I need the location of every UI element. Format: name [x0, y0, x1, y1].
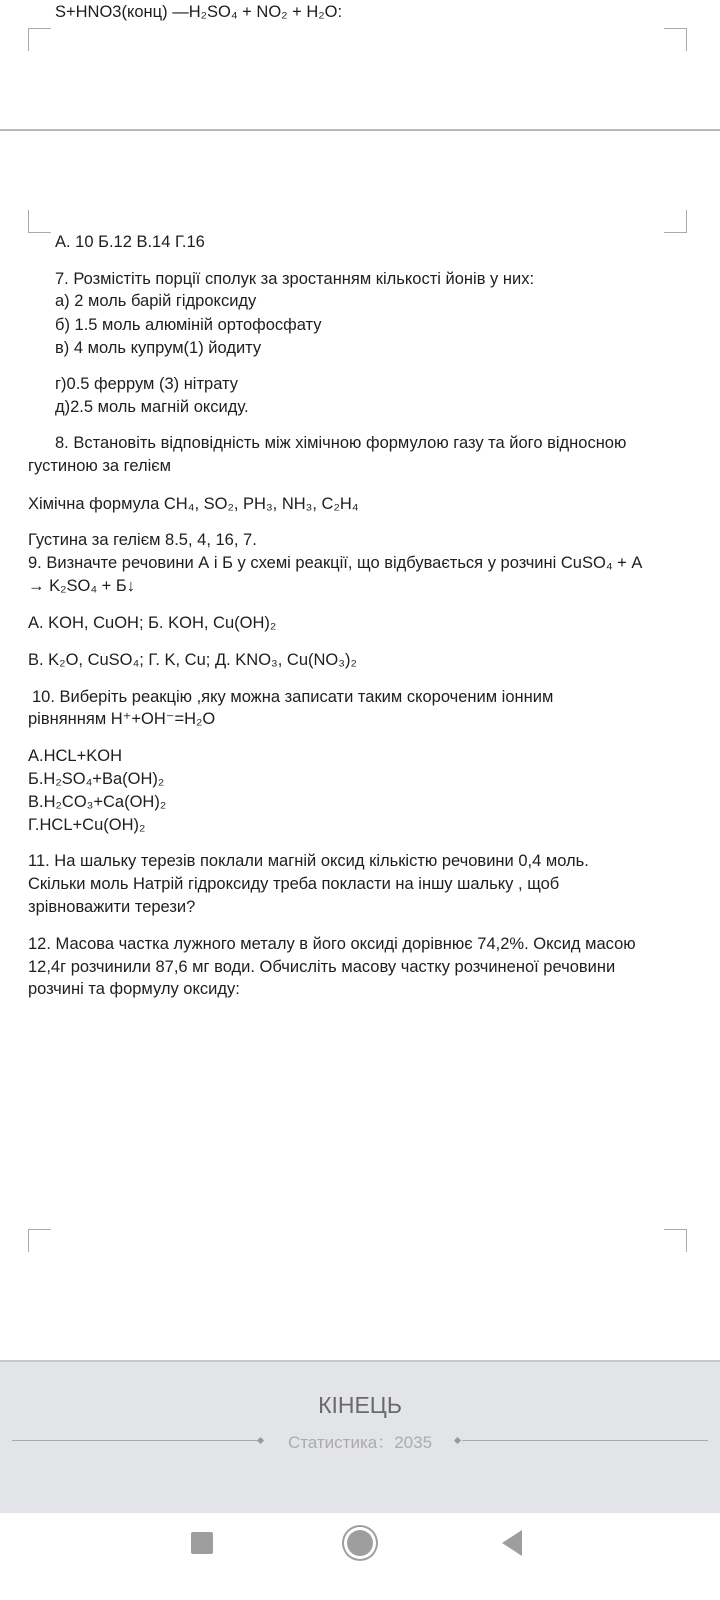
- q9-options: В. K₂O, CuSO₄; Г. K, Cu; Д. KNO₃, Cu(NO₃)₂: [28, 651, 357, 669]
- reaction-line: S+HNO3(конц) —H₂SO₄ + NO₂ + H₂O:: [55, 3, 343, 21]
- q12-line: розчині та формулу оксиду:: [28, 980, 240, 998]
- q10-option: В.H₂CO₃+Ca(OH)₂: [28, 793, 167, 811]
- q7-item: д)2.5 моль магній оксиду.: [55, 398, 249, 416]
- page-corner-mark: [664, 1229, 687, 1252]
- q7-title: 7. Розмістіть порції сполук за зростанням кількості йонів у них:: [55, 270, 535, 288]
- home-circle-icon: [347, 1530, 373, 1556]
- q10-title-cont: рівнянням H⁺+OH⁻=H₂O: [28, 710, 216, 728]
- q9-title-cont: → K₂SO₄ + Б↓: [28, 577, 135, 595]
- q10-option: Г.HCL+Cu(OH)₂: [28, 816, 146, 834]
- page-corner-mark: [28, 28, 51, 51]
- q7-item: а) 2 моль барій гідроксиду: [55, 292, 257, 310]
- q7-item: в) 4 моль купрум(1) йодиту: [55, 339, 262, 357]
- page-break-divider: [0, 129, 720, 131]
- q10-title: 10. Виберіть реакцію ,яку можна записати таким скороченим іонним: [32, 688, 554, 706]
- q7-item: б) 1.5 моль алюміній ортофосфату: [55, 316, 322, 334]
- back-triangle-icon: [502, 1530, 522, 1556]
- q11-line: 11. На шальку терезів поклали магній оксид кількістю речовини 0,4 моль.: [28, 852, 589, 870]
- page-corner-mark: [664, 28, 687, 51]
- q7-item: г)0.5 феррум (3) нітрату: [55, 375, 239, 393]
- divider-line: [462, 1440, 708, 1441]
- home-button[interactable]: [338, 1521, 382, 1565]
- q11-line: Скільки моль Натрій гідроксиду треба покласти на іншу шальку , щоб: [28, 875, 560, 893]
- q11-line: зрівноважити терези?: [28, 898, 196, 916]
- recents-square-icon: [191, 1532, 213, 1554]
- q6-answers: А. 10 Б.12 В.14 Г.16: [55, 233, 205, 251]
- end-label: КІНЕЦЬ: [318, 1392, 402, 1418]
- page-corner-mark: [28, 1229, 51, 1252]
- end-footer: [0, 1360, 720, 1515]
- android-nav-bar: [0, 1513, 720, 1600]
- q8-densities: Густина за гелієм 8.5, 4, 16, 7.: [28, 531, 257, 549]
- q8-formulas: Хімічна формула CH₄, SO₂, PH₃, NH₃, C₂H₄: [28, 495, 359, 513]
- back-button[interactable]: [490, 1521, 534, 1565]
- page-corner-mark: [664, 210, 687, 233]
- recents-button[interactable]: [180, 1521, 224, 1565]
- q10-option: Б.H₂SO₄+Ba(OH)₂: [28, 770, 165, 788]
- q9-title: 9. Визначте речовини А і Б у схемі реакції, що відбувається у розчині CuSO₄ + А: [28, 554, 643, 572]
- q9-options: А. KOH, CuOH; Б. KOH, Cu(OH)₂: [28, 614, 277, 632]
- stats-label: Статистика：2035: [287, 1433, 433, 1452]
- q8-title: 8. Встановіть відповідність між хімічною формулою газу та його відносною: [55, 434, 627, 452]
- q12-line: 12. Масова частка лужного металу в його оксиді дорівнює 74,2%. Оксид масою: [28, 935, 636, 953]
- q12-line: 12,4г розчинили 87,6 мг води. Обчисліть масову частку розчиненої речовини: [28, 958, 616, 976]
- q10-option: А.HCL+KOH: [28, 747, 122, 765]
- q8-title-cont: густиною за гелієм: [28, 457, 172, 475]
- page-corner-mark: [28, 210, 51, 233]
